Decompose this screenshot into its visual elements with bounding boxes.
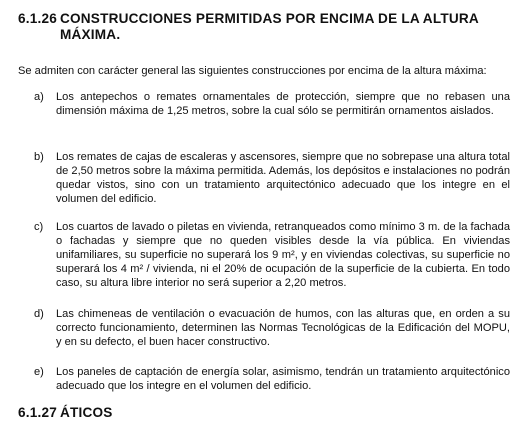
list-item-marker: c) bbox=[34, 221, 44, 233]
list-item-text: Las chimeneas de ventilación o evacuación de humos, con las alturas que, en orden a su correcto funcionamiento, determinen las Normas Tecnológicas de la Edificación del MOPU, y en su defecto, el buen hacer constructivo. bbox=[56, 308, 510, 348]
next-section-title: ÁTICOS bbox=[60, 405, 113, 420]
list-item bbox=[34, 365, 510, 393]
next-section-heading bbox=[18, 405, 113, 421]
intro-paragraph: Se admiten con carácter general las siguientes construcciones por encima de la altura máxima: bbox=[18, 65, 487, 77]
list-item-text: Los antepechos o remates ornamentales de protección, siempre que no rebasen una dimensión máxima de 1,25 metros, sobre la cual sólo se permitirán ornamentos aislados. bbox=[56, 91, 510, 117]
list-item bbox=[34, 307, 510, 349]
list-item-text: Los paneles de captación de energía solar, asimismo, tendrán un tratamiento arquitectónico adecuado que los integre en el volumen del edificio. bbox=[56, 366, 510, 392]
list-item-text: Los remates de cajas de escaleras y ascensores, siempre que no sobrepase una altura total de 2,50 metros sobre la máxima permitida. Además, los depósitos e instalaciones no podrán quedar vistos, sino con un tratamiento arquitectónico adecuado que los integre en el volumen del edificio. bbox=[56, 151, 510, 205]
list-item-marker: e) bbox=[34, 366, 44, 378]
list-item bbox=[34, 150, 510, 206]
section-heading-line1 bbox=[18, 11, 518, 27]
section-title-line2: MÁXIMA. bbox=[60, 27, 121, 42]
next-section-number: 6.1.27 bbox=[18, 405, 57, 420]
list-item-marker: a) bbox=[34, 91, 44, 103]
list-item-marker: d) bbox=[34, 308, 44, 320]
list-item-marker: b) bbox=[34, 151, 44, 163]
list-item-text: Los cuartos de lavado o piletas en vivienda, retranqueados como mínimo 3 m. de la fachada o fachadas y siempre que no queden visibles desde la vía pública. En viviendas unifamiliares, su superficie no superará los 9 m², y en viviendas colectivas, su superficie no superará los 4 m² / vivienda, ni el 20% de ocupación de la superficie de la cubierta. En todo caso, su altura libre interior no será superior a 2,20 metros. bbox=[56, 221, 510, 289]
list-item bbox=[34, 220, 510, 290]
list-item bbox=[34, 90, 510, 118]
section-heading bbox=[18, 11, 518, 43]
section-number: 6.1.26 bbox=[18, 11, 57, 26]
section-title-line1: CONSTRUCCIONES PERMITIDAS POR ENCIMA DE LA ALTURA bbox=[60, 11, 479, 26]
